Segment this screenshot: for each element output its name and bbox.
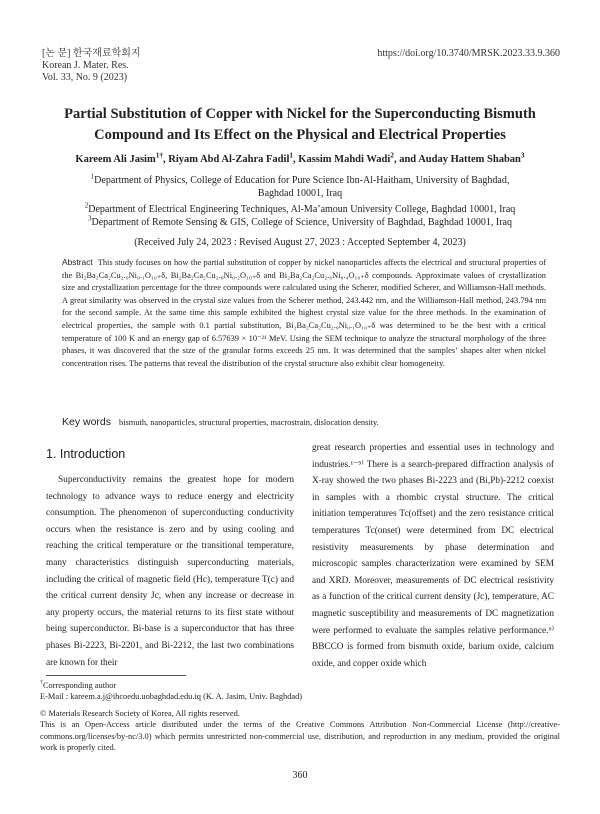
keywords-label: Key words [62,416,112,428]
intro-right-column [312,440,554,672]
abstract-text: This study focuses on how the partial substitution of copper by nickel nanoparticles affects the electrical and structural properties of the Bi₂Ba₂Ca₂Cu₂.₉Ni₀.₁O₁₀₊δ, Bi₂Ba₂Ca₂Cu₂.₈Ni₀.₂O₁₀₊δ and Bi₂Ba₂Ca₂Cu₂.₆Ni₀.₄O₁₀₊δ compounds. Approximate values of crystallization size and crystallization percentage for the three compounds were calculated using the Scherer, modified Scherer, and Williamson-Hall methods. A great similarity was observed in the crystal size values from the Scherer method, 243.442 nm, and the Williamson-Hall method, 243.794 nm for the second sample. At the same time this sample exhibited the highest crystal size value for the three methods. In the examination of electrical properties, the sample with 0.1 partial substitution, Bi₂Ba₂Ca₂Cu₂.₉Ni₀.₁O₁₀₊δ was determined to be the best with a critical temperature of 100 K and an energy gap of 6.57639 × 10⁻²¹ MeV. Using the SEM technique to analyze the structural morphology of the three phases, it was discovered that the size of the granular forms exceeds 25 nm. It was determined that the samples’ shapes alter when nickel concentration rises. The patterns that reveal the distribution of the crystal structure also exhibit clear homogeneity. [62,258,546,368]
journal-name-kr: [논 문] 한국재료학회지 [42,48,141,59]
keywords-text: bismuth, nanoparticles, structural properties, macrostrain, dislocation density. [119,418,379,427]
page-number: 360 [292,770,308,781]
title-line-1: Partial Substitution of Copper with Nickel for the Superconducting Bismuth [64,106,536,122]
doi-link[interactable]: https://doi.org/10.3740/MRSK.2023.33.9.360 [377,48,560,59]
intro-left-column [46,472,294,671]
footnote-divider [46,675,186,676]
author: Auday Hattem Shaban$^3$ [418,150,525,165]
footnotes [40,680,560,753]
license-text: This is an Open-Access article distributed under the terms of the Creative Commons Attribution Non-Commercial License (http://creative-commons.org/licenses/by-nc/3.0) which permits unrestricted non-commercial use, distribution, and reproduction in any medium, provided the original work is properly cited. [40,720,560,753]
abstract [62,256,546,370]
author: Riyam Abd Al-Zahra Fadil$^1$ [168,150,294,165]
author: Kassim Mahdi Wadi$^2$ [298,150,394,165]
affiliation-3: $^3$Department of Remote Sensing & GIS, College of Science, University of Baghdad, Baghdad 10001, Iraq [88,214,512,228]
corresponding-email[interactable]: E-Mail : kareem.a.j@ihcoedu.uobaghdad.edu.iq (K. A. Jasim, Univ. Baghdad) [40,692,303,702]
copyright: © Materials Research Society of Korea, All rights reserved. [40,708,240,718]
author-list: Kareem Ali Jasim$^{1\dagger}$, Riyam Abd Al-Zahra Fadil$^1$, Kassim Mahdi Wadi$^2$, and Auday Hattem Shaban$^3$ [75,150,525,165]
affiliation-1-cont: Baghdad 10001, Iraq [257,188,343,199]
section-heading: 1. Introduction [46,447,126,461]
affiliation-1: $^1$Department of Physics, College of Education for Pure Science Ibn-Al-Haitham, University of Baghdad, [90,172,510,186]
journal-header [42,48,141,84]
journal-name-en: Korean J. Mater. Res. [42,60,129,71]
received-dates: (Received July 24, 2023 : Revised August 27, 2023 : Accepted September 4, 2023) [134,237,466,248]
journal-volume: Vol. 33, No. 9 (2023) [42,72,128,83]
intro-paragraph-left: Superconductivity remains the greatest hope for modern technology to advance ways to reduce energy and electricity consumption. The phenomenon of superconducting conductivity occurs when the resistance is zero and by using cooling and reaching the critical temperature or the transitional temperature, many characteristics distinguish superconducting materials, including the critical of magnetic field (Hc), temperature T(c) and the critical current density Jc, when any increase or decrease in any property occurs, the material returns to its first state without being superconductor. Bi-base is a superconductor that has three phases Bi-2223, Bi-2201, and Bi-2212, the last two combinations are known for their [46,475,294,668]
keywords [62,416,546,428]
affiliations [40,174,560,229]
abstract-label: Abstract [62,257,93,267]
paper-title [40,104,560,146]
title-line-2: Compound and Its Effect on the Physical and Electrical Properties [94,127,506,143]
corresponding-note: †Corresponding author [40,680,117,690]
affiliation-2: $^2$Department of Electrical Engineering Techniques, Al-Ma’amoun University College, Baghdad 10001, Iraq [84,201,516,215]
author: Kareem Ali Jasim$^{1\dagger}$ [75,150,164,165]
intro-paragraph-right: great research properties and essential uses in technology and industries.¹⁻⁵⁾ There is a search-prepared diffraction analysis of X-ray showed the two phases Bi-2223 and (Bi,Pb)-2212 coexist in samples with a rhombic crystal structure. The critical initiation temperatures Tc(offset) and the zero resistance critical temperatures Tc(onset) were determined from DC electrical resistivity measurements by phase determination and microscopic samples characterization were examined by SEM and XRD. Moreover, measurements of DC electrical resistivity as a function of the critical current density (Jc), temperature, AC magnetic susceptibility and measurements of DC magnetization were performed to evaluate the samples relative performance.⁶⁾ BBCCO is formed from bismuth oxide, barium oxide, calcium oxide, and copper oxide which [312,443,554,669]
